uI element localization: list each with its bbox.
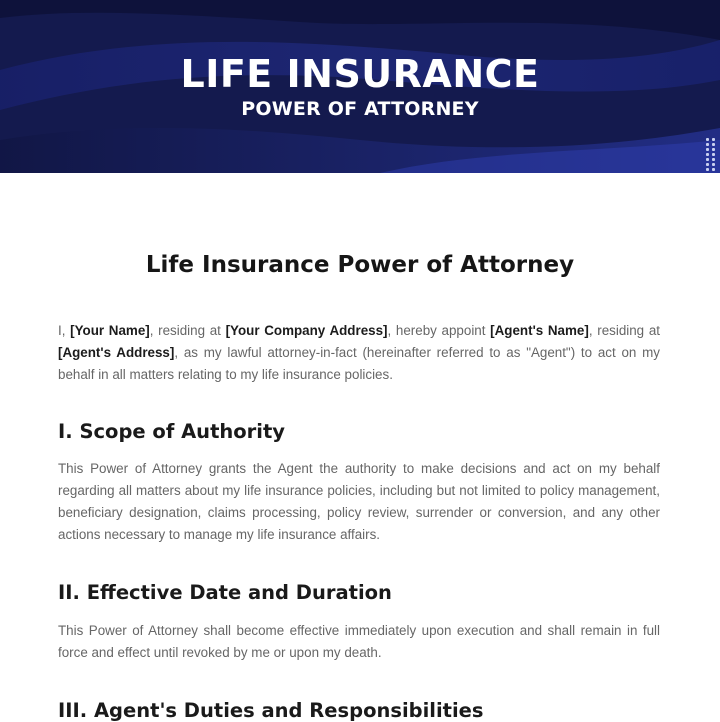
company-address-placeholder: [Your Company Address] [225, 323, 388, 338]
agent-address-placeholder: [Agent's Address] [58, 345, 175, 360]
header-banner [0, 0, 720, 173]
banner-subtitle: POWER OF ATTORNEY [241, 98, 479, 120]
intro-paragraph: I, [Your Name], residing at [Your Company Address], hereby appoint [Agent's Name], residing at [Agent's Address], as my lawful attorney-in-fact (hereinafter referred to as "Agent") to act on my behalf in all matters relating to my life insurance policies. [58, 323, 660, 382]
section-body-effective-date: This Power of Attorney shall become effective immediately upon execution and shall remain in full force and effect until revoked by me or upon my death. [58, 623, 660, 660]
document-title: Life Insurance Power of Attorney [145, 252, 575, 278]
decorative-dot-grid [706, 138, 716, 170]
section-body-scope: This Power of Attorney grants the Agent the authority to make decisions and act on my behalf regarding all matters about my life insurance policies, including but not limited to policy management, beneficiary designation, claims processing, policy review, surrender or conversion, and any other actions necessary to manage my life insurance affairs. [58, 461, 660, 542]
banner-title: LIFE INSURANCE [180, 52, 540, 96]
section-heading-scope: I. Scope of Authority [58, 420, 286, 443]
your-name-placeholder: [Your Name] [70, 323, 150, 338]
agent-name-placeholder: [Agent's Name] [490, 323, 589, 338]
section-heading-agent-duties: III. Agent's Duties and Responsibilities [58, 699, 484, 722]
section-heading-effective-date: II. Effective Date and Duration [58, 581, 392, 604]
